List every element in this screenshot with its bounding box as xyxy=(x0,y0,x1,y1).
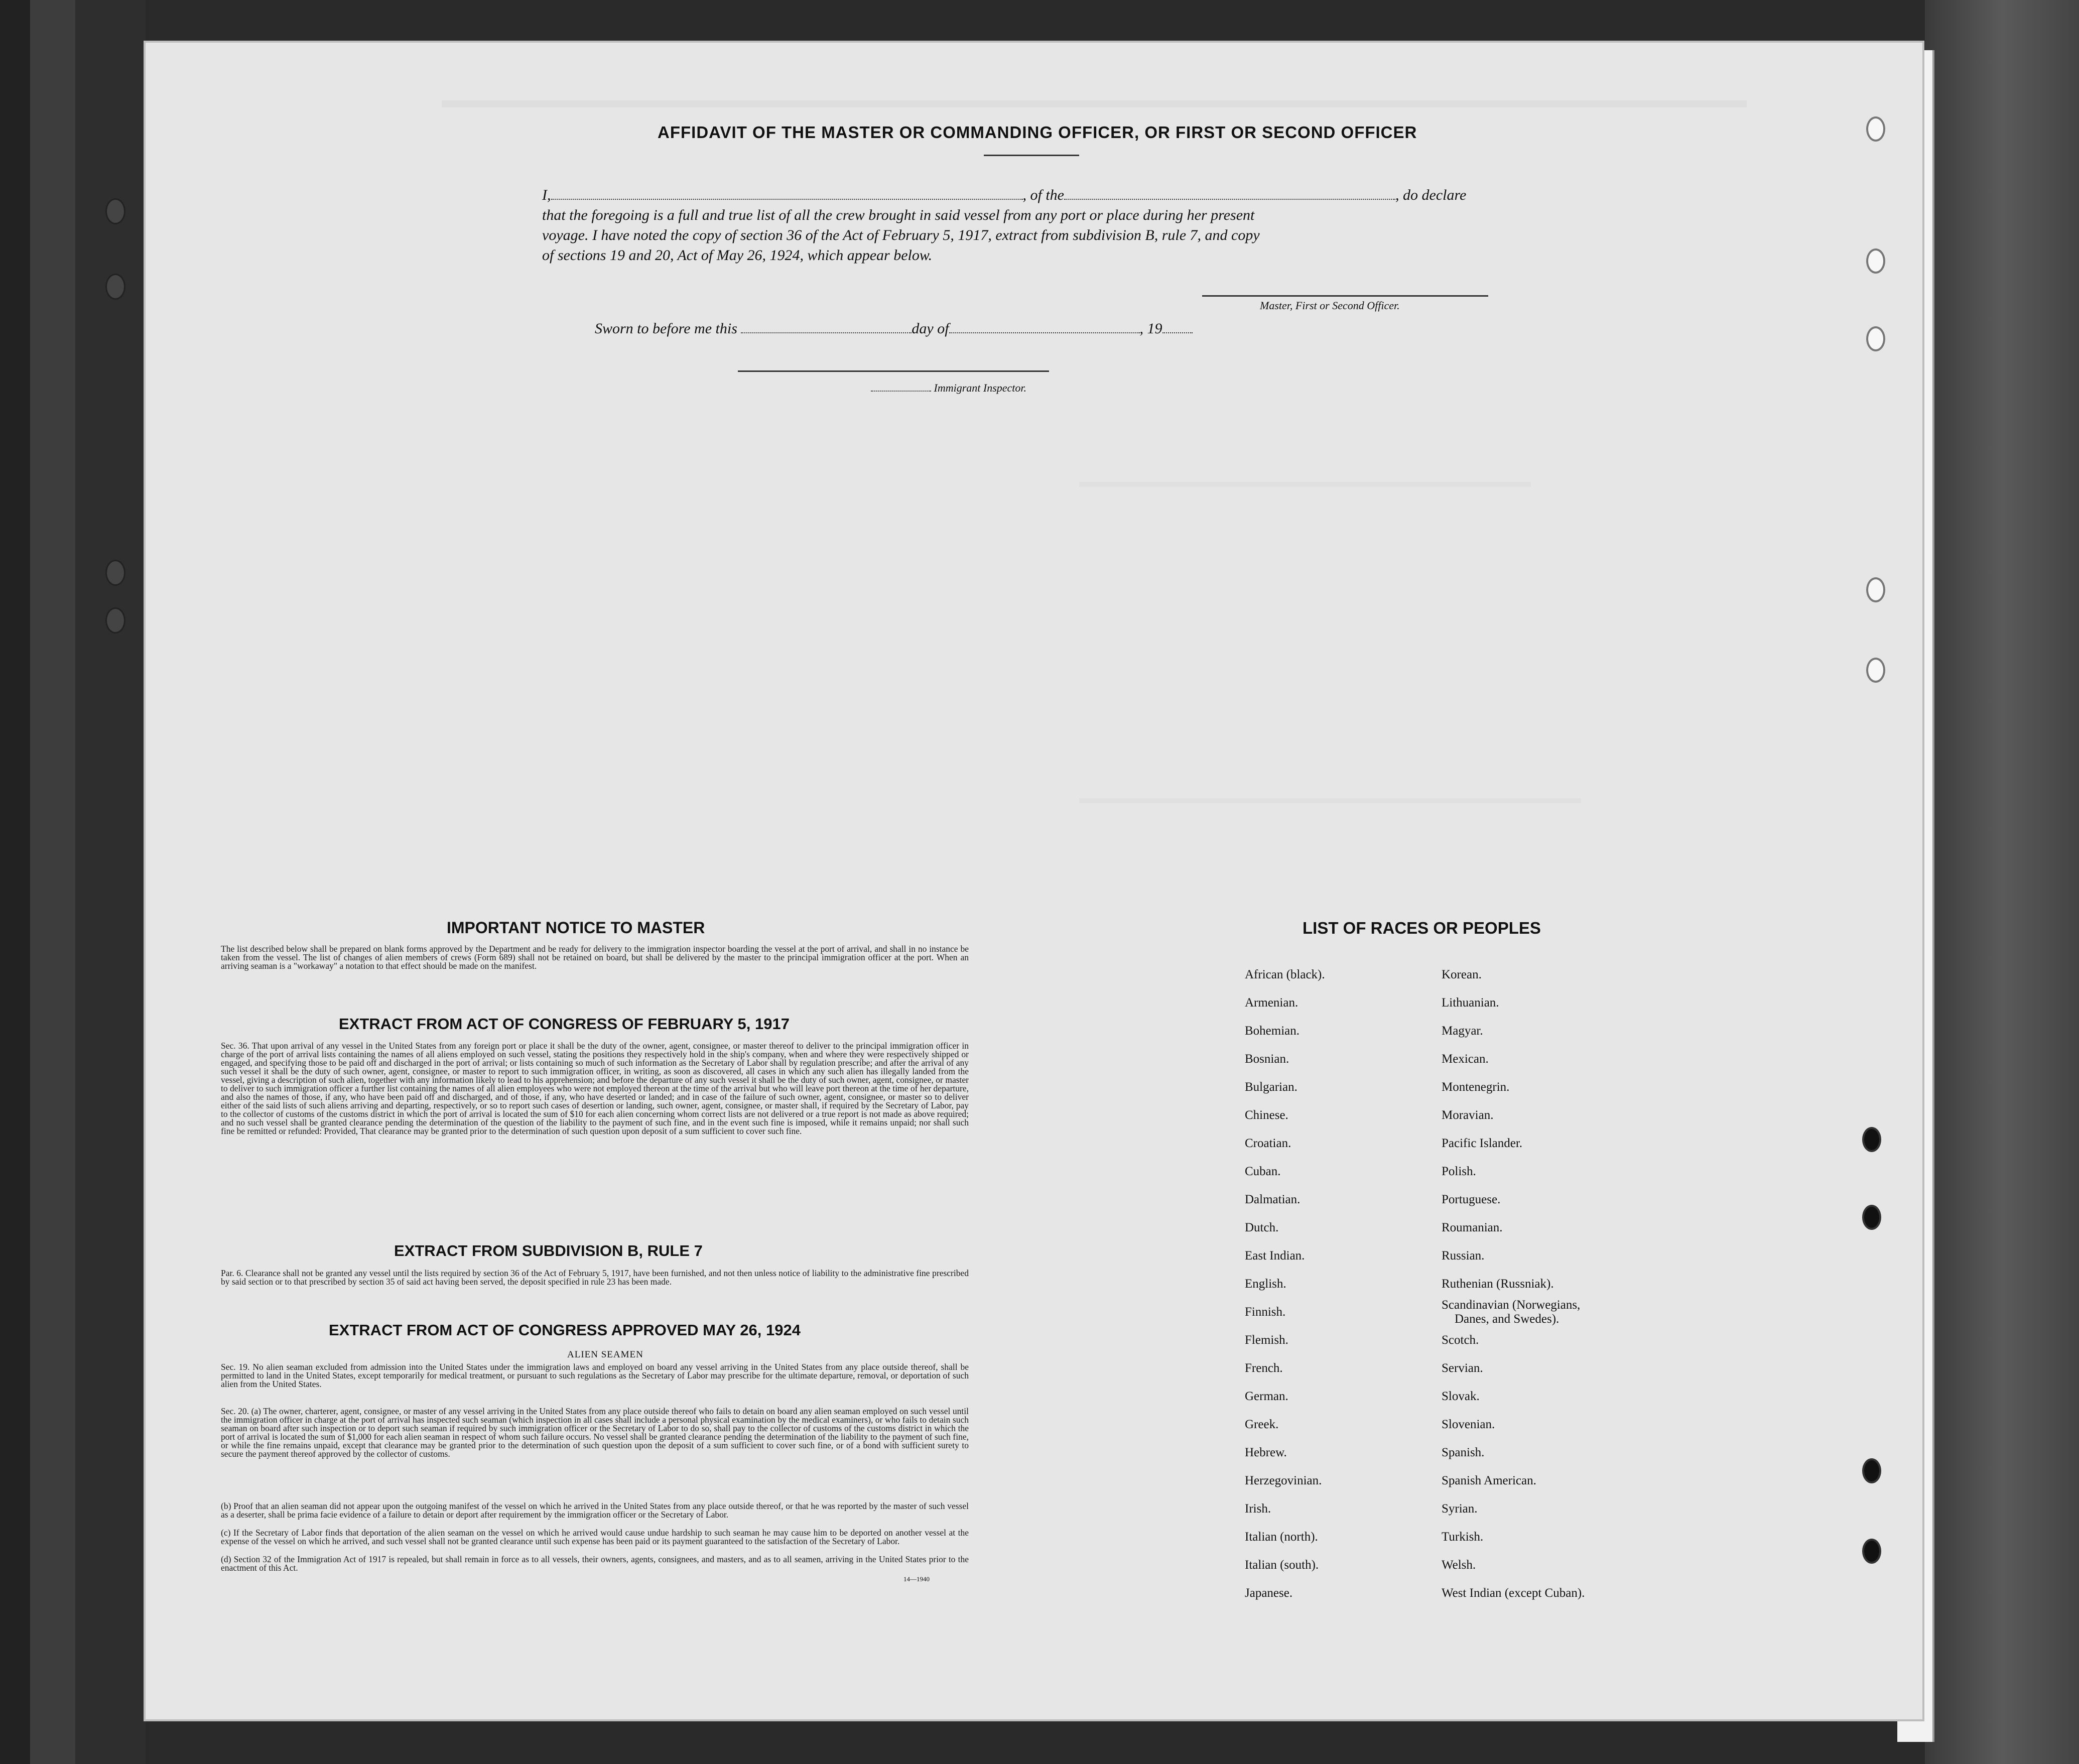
race-right: Syrian. xyxy=(1442,1502,1478,1516)
race-left: Bohemian. xyxy=(1245,1024,1300,1038)
race-right: Russian. xyxy=(1442,1249,1485,1263)
race-left: Finnish. xyxy=(1245,1305,1286,1319)
binder-hole xyxy=(105,198,125,224)
race-right: Polish. xyxy=(1442,1165,1476,1178)
race-left: Cuban. xyxy=(1245,1165,1281,1178)
master-signature-line[interactable] xyxy=(1202,295,1488,297)
extract-1917-title: EXTRACT FROM ACT OF CONGRESS OF FEBRUARY 5, 1917 xyxy=(339,1015,790,1033)
race-right: Servian. xyxy=(1442,1361,1483,1375)
vessel-blank[interactable] xyxy=(1064,199,1395,200)
binder-hole xyxy=(105,607,125,634)
bleed-through xyxy=(1079,798,1581,803)
race-right-continued: Danes, and Swedes). xyxy=(1455,1312,1560,1326)
race-left: Irish. xyxy=(1245,1502,1271,1516)
race-right: Slovenian. xyxy=(1442,1418,1495,1431)
sworn-text: Sworn to before me this xyxy=(595,320,737,337)
race-right: Roumanian. xyxy=(1442,1221,1503,1234)
binder-band xyxy=(1925,0,2079,1764)
binder-hole xyxy=(1866,326,1885,351)
race-right: Portuguese. xyxy=(1442,1193,1501,1206)
binder-hole xyxy=(1866,116,1885,142)
binder-hole xyxy=(1866,248,1885,274)
binder-hole xyxy=(1866,577,1885,602)
race-right: Pacific Islander. xyxy=(1442,1137,1523,1150)
binder-hole xyxy=(1866,658,1885,683)
inspector-label-row xyxy=(871,382,1026,395)
inspector-label: Immigrant Inspector. xyxy=(934,382,1027,394)
race-right: Scotch. xyxy=(1442,1333,1479,1347)
race-right: West Indian (except Cuban). xyxy=(1442,1586,1585,1600)
race-right: Montenegrin. xyxy=(1442,1080,1510,1094)
year-text: , 19 xyxy=(1139,320,1162,337)
master-signature-label: Master, First or Second Officer. xyxy=(1260,299,1400,312)
notice-title: IMPORTANT NOTICE TO MASTER xyxy=(447,919,705,937)
binder-hole xyxy=(105,274,125,300)
sec19-text: Sec. 19. No alien seaman excluded from admission into the United States under the immigration laws and employed on board any vessel arriving in the United States from any place outside thereof, shall be permitted to land in the United States, except temporarily for medical treatment, or pursuant to such regulations as the Secretary of Labor may prescribe for the ultimate departure, removal, or deportation of such alien from the United States. xyxy=(221,1362,969,1389)
race-left: French. xyxy=(1245,1361,1283,1375)
race-right: Slovak. xyxy=(1442,1390,1480,1403)
race-left: Italian (north). xyxy=(1245,1530,1318,1544)
race-left: Italian (south). xyxy=(1245,1558,1319,1572)
folder-edge xyxy=(0,0,30,1764)
race-left: East Indian. xyxy=(1245,1249,1305,1263)
race-right: Magyar. xyxy=(1442,1024,1483,1038)
notice-text: The list described below shall be prepared on blank forms approved by the Department and be ready for delivery to the immigration inspector boarding the vessel at the port of arrival, and shall in no instance be taken from the vessel. The list of changes of alien members of crews (Form 689) shall not be retained on board, but shall be delivered by the master to the principal immigration officer at the port. When an arriving seaman is a "workaway" a notation to that effect should be made on the manifest. xyxy=(221,944,969,971)
sworn-line xyxy=(595,320,1193,337)
sec20c-text: (c) If the Secretary of Labor finds that deportation of the alien seaman on the vessel on which he arrived would cause undue hardship to such seaman he may cause him to be deported on another vessel at the expense of the vessel on which he arrived, and such vessel shall not be granted clearance until such expense has been paid or its payment guaranteed to the satisfaction of the Secretary of Labor. xyxy=(221,1528,969,1546)
affidavit-line-1 xyxy=(542,187,1466,204)
race-left: Dalmatian. xyxy=(1245,1193,1301,1206)
race-right: Welsh. xyxy=(1442,1558,1476,1572)
race-right: Spanish American. xyxy=(1442,1474,1536,1487)
form-number: 14—1940 xyxy=(903,1575,930,1583)
affidavit-line-3: voyage. I have noted the copy of section 36 of the Act of February 5, 1917, extract from subdivision B, rule 7, and copy xyxy=(542,227,1260,243)
race-right: Turkish. xyxy=(1442,1530,1484,1544)
race-right: Mexican. xyxy=(1442,1052,1489,1066)
race-left: Herzegovinian. xyxy=(1245,1474,1322,1487)
race-right: Spanish. xyxy=(1442,1446,1485,1459)
race-right: Ruthenian (Russniak). xyxy=(1442,1277,1554,1291)
sworn-year-blank[interactable] xyxy=(1162,332,1193,333)
title-rule xyxy=(984,155,1079,156)
race-left: Hebrew. xyxy=(1245,1446,1287,1459)
race-left: Armenian. xyxy=(1245,996,1298,1010)
rule7-text: Par. 6. Clearance shall not be granted any vessel until the lists required by section 36 of the Act of February 5, 1917, have been furnished, and not then unless notice of liability to the administrative fine prescribed by said section or to that prescribed by section 35 of said act having been served, the deposit specified in rule 23 has been made. xyxy=(221,1268,969,1287)
sec20d-text: (d) Section 32 of the Immigration Act of 1917 is repealed, but shall remain in force as to all vessels, their owners, agents, consignees, and masters, and as to all seamen, arriving in the United States prior to the enactment of this Act. xyxy=(221,1554,969,1573)
race-left: Greek. xyxy=(1245,1418,1279,1431)
race-left: Chinese. xyxy=(1245,1108,1288,1122)
binder-hole xyxy=(1862,1127,1881,1152)
race-left: Croatian. xyxy=(1245,1137,1291,1150)
race-left: African (black). xyxy=(1245,968,1325,981)
race-left: Bosnian. xyxy=(1245,1052,1289,1066)
races-title: LIST OF RACES OR PEOPLES xyxy=(1303,919,1541,937)
binder-hole xyxy=(1862,1458,1881,1483)
sec20b-text: (b) Proof that an alien seaman did not appear upon the outgoing manifest of the vessel on which he arrived in the United States from any place outside thereof, or that he was reported by the master of such vessel as a deserter, shall be prima facie evidence of a failure to detain or deport after requirement by the immigration officer or the Secretary of Labor. xyxy=(221,1501,969,1520)
race-right: Lithuanian. xyxy=(1442,996,1499,1010)
binder-hole xyxy=(1862,1205,1881,1230)
extract-1917-text: Sec. 36. That upon arrival of any vessel in the United States from any foreign port or place it shall be the duty of the owner, agent, consignee, or master thereof to deliver to the principal immigration officer in charge of the port of arrival lists containing the names of all aliens employed on such vessel, stating the positions they respectively hold in the ship's company, when and where they were respectively shipped or engaged, and specifying those to be paid off and discharged in the port of arrival; or lists containing so much of such information as the Secretary of Labor shall by regulation prescribe; and after the arrival of any such vessel it shall be the duty of such owner, agent, consignee, or master to report to such immigration officer, in writing, as soon as discovered, all cases in which any such alien has illegally landed from the vessel, giving a description of such alien, together with any information likely to lead to his apprehension; and before the departure of any such vessel it shall be the duty of such owner, agent, consignee, or master to deliver to such immigration officer a further list containing the names of all alien employees who were not employed thereon at the time of the arrival but who will leave port thereon at the time of her departure, and also the names of those, if any, who have been paid off and discharged, and of those, if any, who have deserted or landed; and in case of the failure of such owner, agent, consignee, or master so to deliver either of the said lists of such aliens arriving and departing, respectively, or so to report such cases of desertion or landing, such owner, agent, consignee, or master shall, if required by the Secretary of Labor, pay to the collector of customs of the customs district in which the port of arrival is located the sum of $10 for each alien concerning whom correct lists are not delivered or a true report is not made as above required; and no such vessel shall be granted clearance pending the determination of the question of the liability to the payment of such fine, and in the event such fine is imposed, while it remains unpaid; nor shall such fine be remitted or refunded: Provided, That clearance may be granted prior to the determination of such question upon deposit of a sum sufficient to cover such fine. xyxy=(221,1041,969,1136)
inspector-blank xyxy=(871,391,931,392)
race-right: Korean. xyxy=(1442,968,1482,981)
binder-hole xyxy=(1862,1539,1881,1564)
race-left: Dutch. xyxy=(1245,1221,1279,1234)
bleed-through xyxy=(1079,482,1531,487)
sec20a-text: Sec. 20. (a) The owner, charterer, agent, consignee, or master of any vessel arriving in the United States from any place outside thereof who fails to detain on board any alien seaman employed on such vessel until the immigration officer in charge at the port of arrival has inspected such seaman (which inspection in all cases shall include a personal physical examination by the medical examiners), or who fails to detain such seaman on board after such inspection or to deport such seaman if required by such immigration officer or the Secretary of Labor to do so, shall pay to the collector of customs of the customs district in which the port of arrival is located the sum of $1,000 for each alien seaman in respect of whom such failure occurs. No vessel shall be granted clearance pending the determination of the liability to the payment of such fine, or while the fine remains unpaid, except that clearance may be granted prior to the determination of such question upon the deposit of a sum sufficient to cover such fine, or of a bond with sufficient surety to secure the payment thereof approved by the collector of customs. xyxy=(221,1406,969,1459)
extract-1924-title: EXTRACT FROM ACT OF CONGRESS APPROVED MAY 26, 1924 xyxy=(329,1321,801,1339)
folder-edge xyxy=(30,0,75,1764)
inspector-signature-line[interactable] xyxy=(738,370,1049,372)
sworn-month-blank[interactable] xyxy=(949,332,1140,333)
race-right: Scandinavian (Norwegians, xyxy=(1442,1298,1581,1312)
affidavit-line-2: that the foregoing is a full and true list of all the crew brought in said vessel from any port or place during her present xyxy=(542,207,1255,223)
race-right: Moravian. xyxy=(1442,1108,1494,1122)
affidavit-i: I, xyxy=(542,187,551,203)
affidavit-line-4: of sections 19 and 20, Act of May 26, 1924, which appear below. xyxy=(542,247,933,264)
race-left: German. xyxy=(1245,1390,1288,1403)
rule7-title: EXTRACT FROM SUBDIVISION B, RULE 7 xyxy=(394,1242,703,1259)
folder-edge xyxy=(75,0,146,1764)
race-left: Flemish. xyxy=(1245,1333,1288,1347)
form-paper xyxy=(146,43,1922,1719)
day-of-text: day of xyxy=(912,320,949,337)
bleed-through xyxy=(442,100,1747,107)
alien-seamen-subtitle: ALIEN SEAMEN xyxy=(567,1349,643,1360)
sworn-day-blank[interactable] xyxy=(741,332,912,333)
name-blank[interactable] xyxy=(551,199,1023,200)
race-left: English. xyxy=(1245,1277,1286,1291)
binder-hole xyxy=(105,560,125,586)
affidavit-title: AFFIDAVIT OF THE MASTER OR COMMANDING OFFICER, OR FIRST OR SECOND OFFICER xyxy=(658,123,1417,142)
affidavit-declare: , do declare xyxy=(1395,187,1467,203)
race-left: Bulgarian. xyxy=(1245,1080,1297,1094)
race-left: Japanese. xyxy=(1245,1586,1293,1600)
affidavit-of-the: , of the xyxy=(1022,187,1064,203)
